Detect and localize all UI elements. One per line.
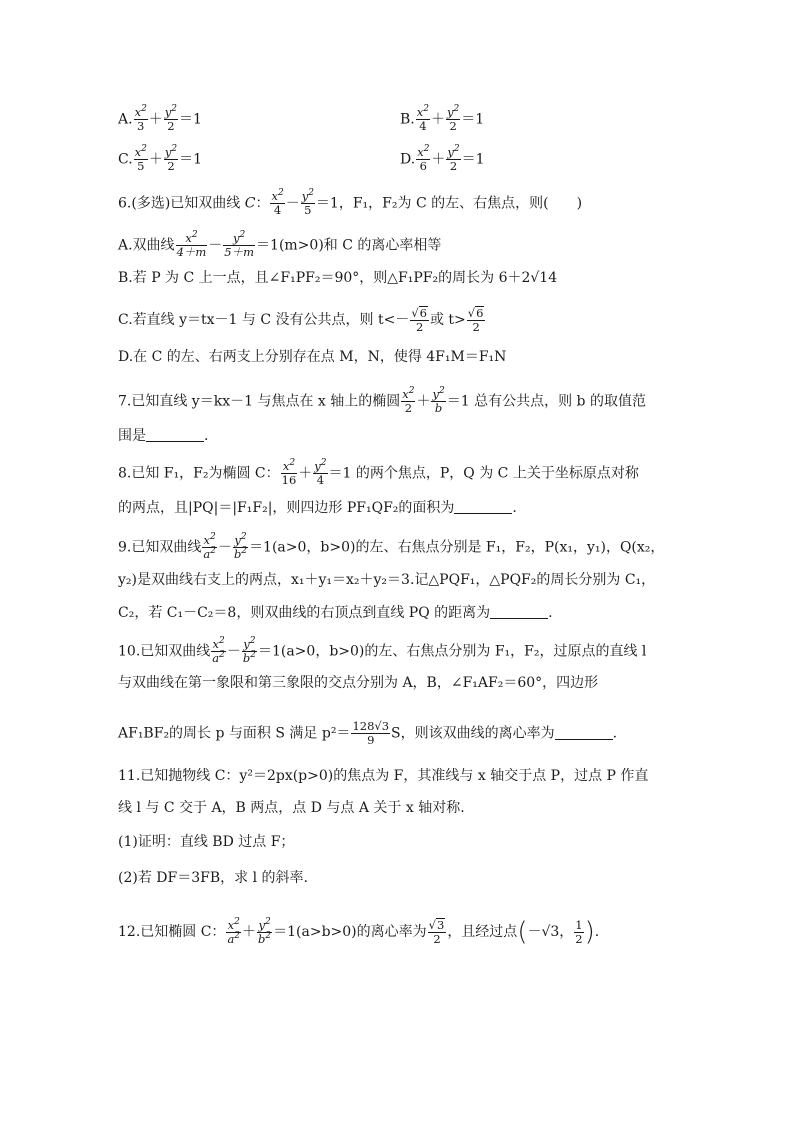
q6-option-c: C.若直线 y＝tx－1 与 C 没有公共点，则 t<－ $\frac{√6}{2}$ 或 t> $\frac{√6}{2}$ bbox=[118, 306, 484, 334]
q11-line1: 11.已知抛物线 C：y²＝2px(p>0)的焦点为 F，其准线与 x 轴交于点 P，过点 P 作直 bbox=[118, 768, 649, 784]
q5-option-d: D. $\frac{x^2}{6}$ ＋ $\frac{y^2}{2}$ ＝1 bbox=[400, 144, 485, 173]
q10-line2: 与双曲线在第一象限和第三象限的交点分别为 A，B，∠F₁AF₂＝60°，四边形 bbox=[118, 675, 599, 691]
q6-stem: 6.(多选)已知双曲线 C： $\frac{x^2}{4}$ － $\frac{y^2}{5}$ ＝1，F₁，F₂为 C 的左、右焦点，则( ) bbox=[118, 188, 583, 217]
q10-line3: AF₁BF₂的周长 p 与面积 S 满足 p²＝ $\frac{128√3}{9}$ S，则该双曲线的离心率为 . bbox=[118, 719, 618, 747]
q11-part1: (1)证明：直线 BD 过点 F； bbox=[118, 834, 295, 850]
q5-option-b: B. $\frac{x^2}{4}$ ＋ $\frac{y^2}{2}$ ＝1 bbox=[400, 104, 485, 133]
answer-blank bbox=[555, 725, 613, 740]
q8-line2: 的两点，且|PQ|＝|F₁F₂|，则四边形 PF₁QF₂的面积为 . bbox=[118, 500, 517, 516]
q9-line2: y₂)是双曲线右支上的两点，x₁＋y₁＝x₂＋y₂＝3.记△PQF₁，△PQF₂的周长分别为 C₁， bbox=[118, 572, 656, 588]
q10-line1: 10.已知双曲线 $\frac{x^2}{a^2}$ － $\frac{y^2}{b^2}$ ＝1(a>0，b>0)的左、右焦点分别为 F₁，F₂，过原点的直线 l bbox=[118, 636, 647, 665]
q6-option-d: D.在 C 的左、右两支上分别存在点 M，N，使得 4F₁M＝F₁N bbox=[118, 349, 507, 365]
answer-blank bbox=[454, 499, 512, 514]
q11-part2: (2)若 DF＝3FB，求 l 的斜率. bbox=[118, 870, 308, 886]
q7-line1: 7.已知直线 y＝kx－1 与焦点在 x 轴上的椭圆 $\frac{x^2}{2}$ ＋ $\frac{y^2}{b}$ ＝1 总有公共点，则 b 的取值范 bbox=[118, 386, 646, 415]
q5-option-a: A. $\frac{x^2}{3}$ ＋ $\frac{y^2}{2}$ ＝1 bbox=[118, 104, 202, 133]
q11-line2: 线 l 与 C 交于 A，B 两点，点 D 与点 A 关于 x 轴对称. bbox=[118, 800, 465, 816]
q9-line3: C₂，若 C₁－C₂＝8，则双曲线的右顶点到直线 PQ 的距离为 . bbox=[118, 605, 553, 621]
answer-blank bbox=[146, 427, 204, 442]
q6-option-b: B.若 P 为 C 上一点，且∠F₁PF₂＝90°，则△F₁PF₂的周长为 6＋2√14 bbox=[118, 270, 558, 286]
q8-line1: 8.已知 F₁，F₂为椭圆 C： $\frac{x^2}{16}$ ＋ $\frac{y^2}{4}$ ＝1 的两个焦点，P，Q 为 C 上关于坐标原点对称 bbox=[118, 458, 639, 487]
q5-option-c: C. $\frac{x^2}{5}$ ＋ $\frac{y^2}{2}$ ＝1 bbox=[118, 144, 203, 173]
q9-line1: 9.已知双曲线 $\frac{x^2}{a^2}$ － $\frac{y^2}{b^2}$ ＝1(a>0，b>0)的左、右焦点分别是 F₁，F₂，P(x₁，y₁)，Q(x₂， bbox=[118, 532, 665, 561]
q6-option-a: A.双曲线 $\frac{x^2}{4+m}$ － $\frac{y^2}{5+m}$ ＝1(m>0)和 C 的离心率相等 bbox=[118, 230, 442, 259]
answer-blank bbox=[490, 604, 548, 619]
q12-line: 12.已知椭圆 C： $\frac{x^2}{a^2}$ ＋ $\frac{y^2}{b^2}$ ＝1(a>b>0)的离心率为 $\frac{√3}{2}$ ，且经过点(－√3， $\frac{1}{2}$ ). bbox=[118, 916, 600, 947]
q7-line2: 围是 . bbox=[118, 428, 209, 444]
